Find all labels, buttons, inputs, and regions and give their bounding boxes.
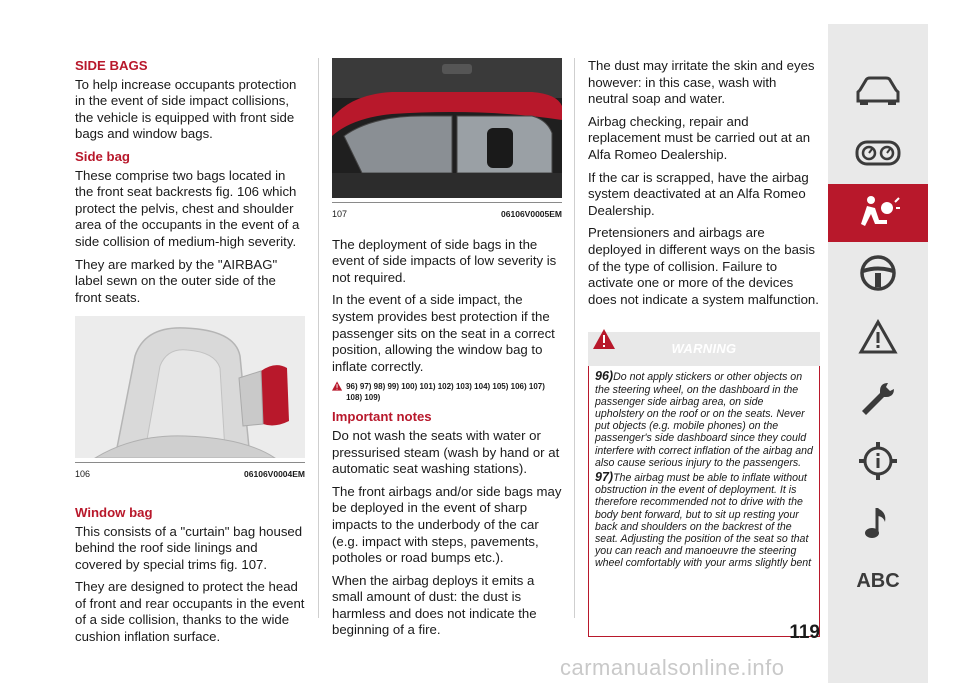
figure-number: 107 bbox=[332, 209, 348, 219]
tab-multimedia[interactable] bbox=[828, 494, 928, 552]
subheading-window-bag: Window bag bbox=[75, 504, 153, 520]
side-bag-paragraph-1: These comprise two bags located in the front seat backrests fig. 106 which protect the pelvis, chest and shoulder area of the occupants in the event of a side collision of medium-high severity. bbox=[75, 167, 300, 249]
deployment-paragraph: The deployment of side bags in the event of side impacts of low severity is not required. bbox=[332, 236, 557, 285]
tab-servicing-care[interactable] bbox=[828, 432, 928, 490]
seat-airbag-icon bbox=[855, 194, 901, 232]
dashboard-gauges-icon bbox=[855, 138, 901, 168]
warning-number: 97) bbox=[595, 469, 614, 484]
intro-paragraph: To help increase occupants protection in the event of side impact collisions, the vehicle is equipped with front side bags and window bags. bbox=[75, 76, 297, 142]
tab-in-an-emergency[interactable] bbox=[828, 370, 928, 428]
warning-box bbox=[588, 366, 820, 637]
warning-header bbox=[588, 332, 820, 366]
figure-106-caption bbox=[75, 462, 305, 483]
warning-number: 96) bbox=[595, 369, 614, 384]
tab-dashboard[interactable] bbox=[828, 124, 928, 182]
column-divider bbox=[574, 58, 575, 618]
column-3 bbox=[588, 58, 820, 637]
seat-side-bag-illustration bbox=[75, 316, 305, 458]
warning-text: The airbag must be able to inflate without obstruction in the event of deployment. It is therefore recommended not to drive with the body bent forward, but to sit up resting your back and shoulders on the backrest of the seat. Adjusting the position of the seat so that you can reach and manoeuvre the steering wheel comfortably with your arms slightly bent bbox=[595, 471, 812, 570]
music-note-icon bbox=[863, 504, 893, 542]
car-icon bbox=[854, 76, 902, 106]
warning-97 bbox=[595, 471, 813, 570]
window-bag-illustration bbox=[332, 58, 562, 198]
column-2 bbox=[332, 58, 562, 645]
column-1 bbox=[75, 58, 305, 652]
tab-warning-lights[interactable] bbox=[828, 308, 928, 366]
column-divider bbox=[318, 58, 319, 618]
side-bag-paragraph-2: They are marked by the "AIRBAG" label sewn on the outer side of the front seats. bbox=[75, 256, 278, 305]
warning-title: WARNING bbox=[671, 341, 737, 357]
figure-106 bbox=[75, 316, 305, 483]
figure-code: 06106V0004EM bbox=[244, 469, 305, 480]
scrapped-paragraph: If the car is scrapped, have the airbag system deactivated at an Alfa Romeo Dealership. bbox=[588, 169, 809, 218]
gear-info-icon bbox=[858, 441, 898, 481]
figure-code: 06106V0005EM bbox=[501, 209, 562, 219]
warning-text: Do not apply stickers or other objects on the steering wheel, on the dashboard in the passenger side airbag area, on side upholstery on the roof or on the seats. Never put objects (e.g. mobile phones) on the passenger's side dashboard since they could interfere with correct inflation of the airbag and also cause serious injury to the passengers. bbox=[595, 371, 813, 469]
reference-list: 96) 97) 98) 99) 100) 101) 102) 103) 104) 105) 106) 107) 108) 109) bbox=[346, 382, 545, 403]
subheading-side-bag: Side bag bbox=[75, 148, 130, 164]
side-impact-paragraph: In the event of a side impact, the system provides best protection if the passenger sits on the seat in a correct position, allowing the window bag to inflate correctly. bbox=[332, 292, 555, 374]
watermark: carmanualsonline.info bbox=[560, 655, 785, 680]
notes-paragraph-3: When the airbag deploys it emits a small amount of dust: the dust is harmless and does not indicate the beginning of a fire. bbox=[332, 572, 537, 638]
window-bag-paragraph-2: They are designed to protect the head of front and rear occupants in the event of a side collision, thanks to the wide cushion inflation surface. bbox=[75, 579, 305, 645]
figure-107 bbox=[332, 58, 562, 223]
tab-index[interactable] bbox=[828, 552, 928, 610]
tab-starting-driving[interactable] bbox=[828, 244, 928, 302]
window-bag-paragraph-1: This consists of a "curtain" bag housed behind the roof side linings and covered by special trims fig. 107. bbox=[75, 523, 303, 572]
pretensioners-paragraph: Pretensioners and airbags are deployed in different ways on the basis of the type of collision. Failure to activate one or more of the devices does not indicate a system malfunction. bbox=[588, 225, 819, 307]
warning-triangle-icon bbox=[332, 381, 342, 391]
tab-car[interactable] bbox=[828, 62, 928, 120]
notes-paragraph-2: The front airbags and/or side bags may be deployed in the event of sharp impacts to the underbody of the car (e.g. impact with steps, pavements, potholes or road bumps etc.). bbox=[332, 483, 562, 566]
notes-paragraph-1: Do not wash the seats with water or pressurised steam (wash by hand or at automatic seat washing stations). bbox=[332, 427, 560, 477]
tab-safety[interactable] bbox=[828, 184, 928, 242]
page-number: 119 bbox=[789, 622, 820, 643]
steering-wheel-icon bbox=[859, 254, 897, 292]
figure-number: 106 bbox=[75, 469, 91, 480]
subheading-important-notes: Important notes bbox=[332, 409, 432, 425]
figure-107-caption bbox=[332, 202, 562, 223]
abc-label: ABC bbox=[856, 569, 900, 592]
wrench-icon bbox=[858, 379, 898, 419]
warning-triangle-icon bbox=[592, 328, 616, 350]
warning-triangle-icon bbox=[858, 319, 898, 355]
heading-side-bags: SIDE BAGS bbox=[75, 58, 148, 73]
dust-paragraph: The dust may irritate the skin and eyes however: in this case, wash with neutral soap and water. bbox=[588, 58, 815, 107]
checking-paragraph: Airbag checking, repair and replacement must be carried out at an Alfa Romeo Dealership. bbox=[588, 113, 811, 162]
warning-references bbox=[332, 381, 562, 403]
warning-96 bbox=[595, 370, 813, 469]
chapter-sidebar bbox=[828, 24, 928, 683]
